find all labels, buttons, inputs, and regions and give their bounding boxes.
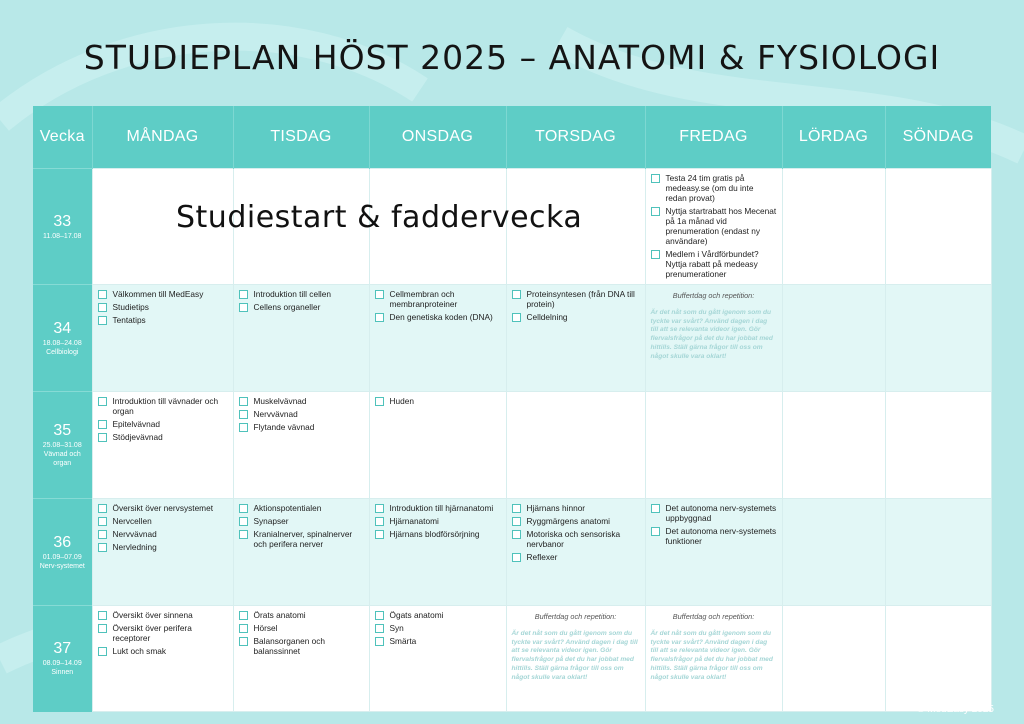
task-label: Introduktion till hjärnanatomi: [389, 503, 494, 513]
task-list: [651, 503, 777, 546]
week-number: 37: [53, 640, 72, 658]
task-item: [239, 289, 364, 299]
task-item: [239, 636, 364, 656]
day-cell-fri: [645, 499, 782, 606]
task-checkbox[interactable]: [512, 517, 521, 526]
day-cell-sat: [782, 392, 885, 499]
task-item: [239, 529, 364, 549]
task-list: [98, 503, 228, 552]
task-label: Örats anatomi: [253, 610, 306, 620]
task-list: [375, 396, 501, 406]
task-label: Aktionspotentialen: [253, 503, 322, 513]
task-item: [651, 503, 777, 523]
header-week: Vecka: [33, 106, 92, 169]
day-cell-sun: [885, 606, 991, 712]
task-label: Epitelvävnad: [112, 419, 161, 429]
task-item: [651, 249, 777, 279]
task-label: Synapser: [253, 516, 289, 526]
day-cell-thu: [506, 285, 645, 392]
task-item: [98, 419, 228, 429]
day-cell-tue: [233, 392, 369, 499]
task-label: Motoriska och sensoriska nervbanor: [526, 529, 621, 549]
task-checkbox[interactable]: [98, 303, 107, 312]
task-label: Det autonoma nerv-systemets uppbyggnad: [665, 503, 777, 523]
day-cell-fri: [645, 392, 782, 499]
task-checkbox[interactable]: [239, 303, 248, 312]
task-checkbox[interactable]: [98, 316, 107, 325]
task-list: [375, 289, 501, 322]
task-label: Tentatips: [112, 315, 146, 325]
task-item: [239, 302, 364, 312]
task-list: [98, 396, 228, 442]
day-cell-mon: [92, 392, 233, 499]
task-item: [98, 302, 228, 312]
week-number: 33: [53, 212, 72, 230]
day-cell-fri: [645, 169, 782, 285]
task-label: Studietips: [112, 302, 149, 312]
task-item: [239, 516, 364, 526]
task-checkbox[interactable]: [512, 530, 521, 539]
task-item: [239, 503, 364, 513]
buffer-heading: Buffertdag och repetition:: [534, 612, 617, 621]
task-checkbox[interactable]: [98, 624, 107, 633]
day-cell-thu: [506, 499, 645, 606]
task-item: [375, 396, 501, 406]
task-checkbox[interactable]: [239, 530, 248, 539]
task-label: Nyttja startrabatt hos Mecenat på 1a månad vid prenumeration (endast ny användare): [665, 206, 777, 246]
header-day-friday: FREDAG: [645, 106, 782, 169]
task-checkbox[interactable]: [375, 290, 384, 299]
task-checkbox[interactable]: [375, 530, 384, 539]
week-number: 34: [53, 319, 72, 337]
task-item: [375, 529, 501, 539]
task-item: [239, 623, 364, 633]
task-checkbox[interactable]: [239, 504, 248, 513]
task-item: [375, 312, 501, 322]
task-checkbox[interactable]: [239, 290, 248, 299]
week-dates: 11.08–17.08: [43, 232, 82, 240]
task-checkbox[interactable]: [98, 504, 107, 513]
task-checkbox[interactable]: [375, 397, 384, 406]
task-label: Det autonoma nerv-systemets funktioner: [665, 526, 777, 546]
task-label: Proteinsyntesen (från DNA till protein): [526, 289, 635, 309]
task-item: [375, 516, 501, 526]
task-label: Celldelning: [526, 312, 568, 322]
task-label: Den genetiska koden (DNA): [389, 312, 493, 322]
task-list: [98, 289, 228, 325]
task-item: [375, 623, 501, 633]
task-list: [512, 289, 640, 322]
day-cell-sun: [885, 499, 991, 606]
task-label: Nervcellen: [112, 516, 152, 526]
task-checkbox[interactable]: [239, 637, 248, 646]
task-checkbox[interactable]: [98, 543, 107, 552]
task-label: Introduktion till cellen: [253, 289, 331, 299]
task-item: [98, 432, 228, 442]
day-cell-mon: [92, 285, 233, 392]
task-label: Cellens organeller: [253, 302, 321, 312]
task-item: [512, 503, 640, 513]
task-item: [375, 636, 501, 646]
task-item: [98, 315, 228, 325]
copyright: © MedEasy 2025: [917, 704, 994, 715]
week-number: 35: [53, 422, 72, 439]
task-item: [98, 529, 228, 539]
week-cell: [33, 285, 92, 392]
week-topic: Cellbiologi: [46, 348, 79, 356]
task-checkbox[interactable]: [651, 174, 660, 183]
task-checkbox[interactable]: [239, 397, 248, 406]
week-dates: 08.09–14.09: [42, 660, 82, 668]
task-label: Nervvävnad: [112, 529, 157, 539]
task-list: [239, 396, 364, 432]
task-label: Cellmembran och membranproteiner: [389, 289, 458, 309]
task-checkbox[interactable]: [375, 624, 384, 633]
task-label: Medlem i Vårdförbundet? Nyttja rabatt på medeasy prenumerationer: [665, 249, 759, 279]
buffer-heading: Buffertdag och repetition:: [672, 291, 755, 300]
week-dates: 25.08–31.08: [42, 442, 82, 449]
buffer-heading: Buffertdag och repetition:: [672, 612, 755, 621]
day-cell-sun: [885, 392, 991, 499]
week-row: [33, 285, 991, 392]
task-label: Översikt över nervsystemet: [112, 503, 214, 513]
task-label: Hjärnans hinnor: [526, 503, 586, 513]
task-list: [512, 503, 640, 562]
header-day-thursday: TORSDAG: [506, 106, 645, 169]
task-list: [375, 610, 501, 646]
day-cell-tue: [233, 285, 369, 392]
task-checkbox[interactable]: [239, 611, 248, 620]
task-checkbox[interactable]: [651, 504, 660, 513]
task-checkbox[interactable]: [375, 504, 384, 513]
task-label: Översikt över perifera receptorer: [112, 623, 192, 643]
task-checkbox[interactable]: [98, 397, 107, 406]
task-label: Lukt och smak: [112, 646, 166, 656]
day-cell-mon: [92, 606, 233, 712]
day-cell-wed: [369, 285, 506, 392]
header-day-monday: MÅNDAG: [92, 106, 233, 169]
task-item: [512, 529, 640, 549]
day-cell-sat: [782, 606, 885, 712]
task-label: Kranialnerver, spinalnerver och perifera nerver: [253, 529, 353, 549]
task-item: [512, 312, 640, 322]
task-item: [512, 516, 640, 526]
day-cell-fri: [645, 285, 782, 392]
task-checkbox[interactable]: [651, 207, 660, 216]
task-label: Ögats anatomi: [389, 610, 444, 620]
buffer-text: Är det nåt som du gått igenom som du tyckte var svårt? Använd dagen i dag till att se relevanta videor igen. Gör flervalsfrågor på det du har jobbat med hittills. Ställ gärna frågor till oss om något skulle vara oklart!: [511, 630, 638, 681]
day-cell-tue: [233, 499, 369, 606]
week-dates: 18.08–24.08: [42, 339, 82, 347]
task-label: Smärta: [389, 636, 417, 646]
task-checkbox[interactable]: [98, 420, 107, 429]
task-item: [98, 516, 228, 526]
task-label: Hjärnans blodförsörjning: [389, 529, 480, 539]
task-list: [239, 289, 364, 312]
task-item: [375, 503, 501, 513]
task-checkbox[interactable]: [651, 250, 660, 259]
study-plan-table: [33, 106, 992, 712]
task-label: Muskelvävnad: [253, 396, 307, 406]
day-cell-mon: [92, 499, 233, 606]
task-item: [98, 503, 228, 513]
task-checkbox[interactable]: [98, 433, 107, 442]
task-item: [98, 646, 228, 656]
day-cell-sun: [885, 285, 991, 392]
task-item: [98, 623, 228, 643]
day-cell-sat: [782, 499, 885, 606]
day-cell-sat: [782, 285, 885, 392]
task-checkbox[interactable]: [239, 423, 248, 432]
day-cell-sat: [782, 169, 885, 285]
task-checkbox[interactable]: [375, 637, 384, 646]
task-label: Syn: [389, 623, 404, 633]
day-cell-fri: [645, 606, 782, 712]
week-topic: Nerv-systemet: [39, 562, 85, 570]
task-list: [98, 610, 228, 656]
header-day-wednesday: ONSDAG: [369, 106, 506, 169]
task-checkbox[interactable]: [375, 313, 384, 322]
week-dates: 01.09–07.09: [42, 553, 82, 561]
task-item: [239, 610, 364, 620]
task-checkbox[interactable]: [512, 553, 521, 562]
task-checkbox[interactable]: [239, 624, 248, 633]
task-label: Nervvävnad: [253, 409, 298, 419]
task-checkbox[interactable]: [98, 290, 107, 299]
task-item: [375, 610, 501, 620]
task-list: [239, 610, 364, 656]
task-list: [375, 503, 501, 539]
task-label: Nervledning: [112, 542, 157, 552]
week-cell: [33, 499, 92, 606]
task-item: [98, 610, 228, 620]
task-checkbox[interactable]: [375, 611, 384, 620]
task-item: [651, 206, 777, 246]
day-cell-thu: [506, 606, 645, 712]
task-label: Balansorganen och balanssinnet: [253, 636, 325, 656]
task-item: [375, 289, 501, 309]
task-label: Testa 24 tim gratis på medeasy.se (om du inte redan provat): [665, 173, 754, 203]
task-list: [651, 173, 777, 279]
header-day-tuesday: TISDAG: [233, 106, 369, 169]
week-33-banner: Studiestart & faddervecka: [176, 200, 583, 235]
task-label: Stödjevävnad: [112, 432, 163, 442]
task-checkbox[interactable]: [98, 530, 107, 539]
task-item: [98, 542, 228, 552]
day-cell-tue: [233, 606, 369, 712]
week-topic: Sinnen: [51, 669, 74, 677]
task-label: Hörsel: [253, 623, 278, 633]
day-cell-sun: [885, 169, 991, 285]
week-row: [33, 499, 991, 606]
buffer-text: Är det nåt som du gått igenom som du tyckte var svårt? Använd dagen i dag till att se relevanta videor igen. Gör flervalsfrågor på det du har jobbat med hittills. Ställ gärna frågor till oss om något skulle vara oklart!: [650, 630, 773, 681]
task-label: Översikt över sinnena: [112, 610, 193, 620]
task-item: [98, 289, 228, 299]
week-row: [33, 606, 991, 712]
task-item: [512, 552, 640, 562]
task-label: Reflexer: [526, 552, 558, 562]
week-cell: [33, 169, 92, 285]
task-checkbox[interactable]: [98, 647, 107, 656]
task-item: [239, 409, 364, 419]
task-item: [239, 396, 364, 406]
header-row: [33, 106, 991, 169]
task-item: [512, 289, 640, 309]
task-checkbox[interactable]: [512, 504, 521, 513]
header-day-saturday: LÖRDAG: [782, 106, 885, 169]
task-label: Introduktion till vävnader och organ: [112, 396, 219, 416]
task-label: Huden: [389, 396, 414, 406]
week-row: [33, 392, 991, 499]
buffer-text: Är det nåt som du gått igenom som du tyckte var svårt? Använd dagen i dag till att se relevanta videor igen. Gör flervalsfrågor på det du har jobbat med hittills. Ställ gärna frågor till oss om något skulle vara oklart!: [650, 309, 773, 360]
task-label: Välkommen till MedEasy: [112, 289, 204, 299]
week-cell: [33, 392, 92, 499]
task-item: [651, 526, 777, 546]
week-number: 36: [53, 533, 72, 551]
week-cell: [33, 606, 92, 712]
task-checkbox[interactable]: [98, 611, 107, 620]
task-checkbox[interactable]: [239, 410, 248, 419]
task-checkbox[interactable]: [512, 290, 521, 299]
task-checkbox[interactable]: [239, 517, 248, 526]
task-label: Ryggmärgens anatomi: [526, 516, 610, 526]
task-label: Flytande vävnad: [253, 422, 315, 432]
task-checkbox[interactable]: [651, 527, 660, 536]
day-cell-wed: [369, 499, 506, 606]
task-item: [651, 173, 777, 203]
header-day-sunday: SÖNDAG: [885, 106, 991, 169]
week-topic: Vävnad och organ: [43, 451, 81, 467]
day-cell-wed: [369, 606, 506, 712]
task-item: [98, 396, 228, 416]
task-checkbox[interactable]: [375, 517, 384, 526]
task-checkbox[interactable]: [512, 313, 521, 322]
task-item: [239, 422, 364, 432]
task-list: [239, 503, 364, 549]
page-title: STUDIEPLAN HÖST 2025 – ANATOMI & FYSIOLOGI: [83, 38, 941, 77]
task-label: Hjärnanatomi: [389, 516, 439, 526]
day-cell-thu: [506, 392, 645, 499]
day-cell-wed: [369, 392, 506, 499]
task-checkbox[interactable]: [98, 517, 107, 526]
